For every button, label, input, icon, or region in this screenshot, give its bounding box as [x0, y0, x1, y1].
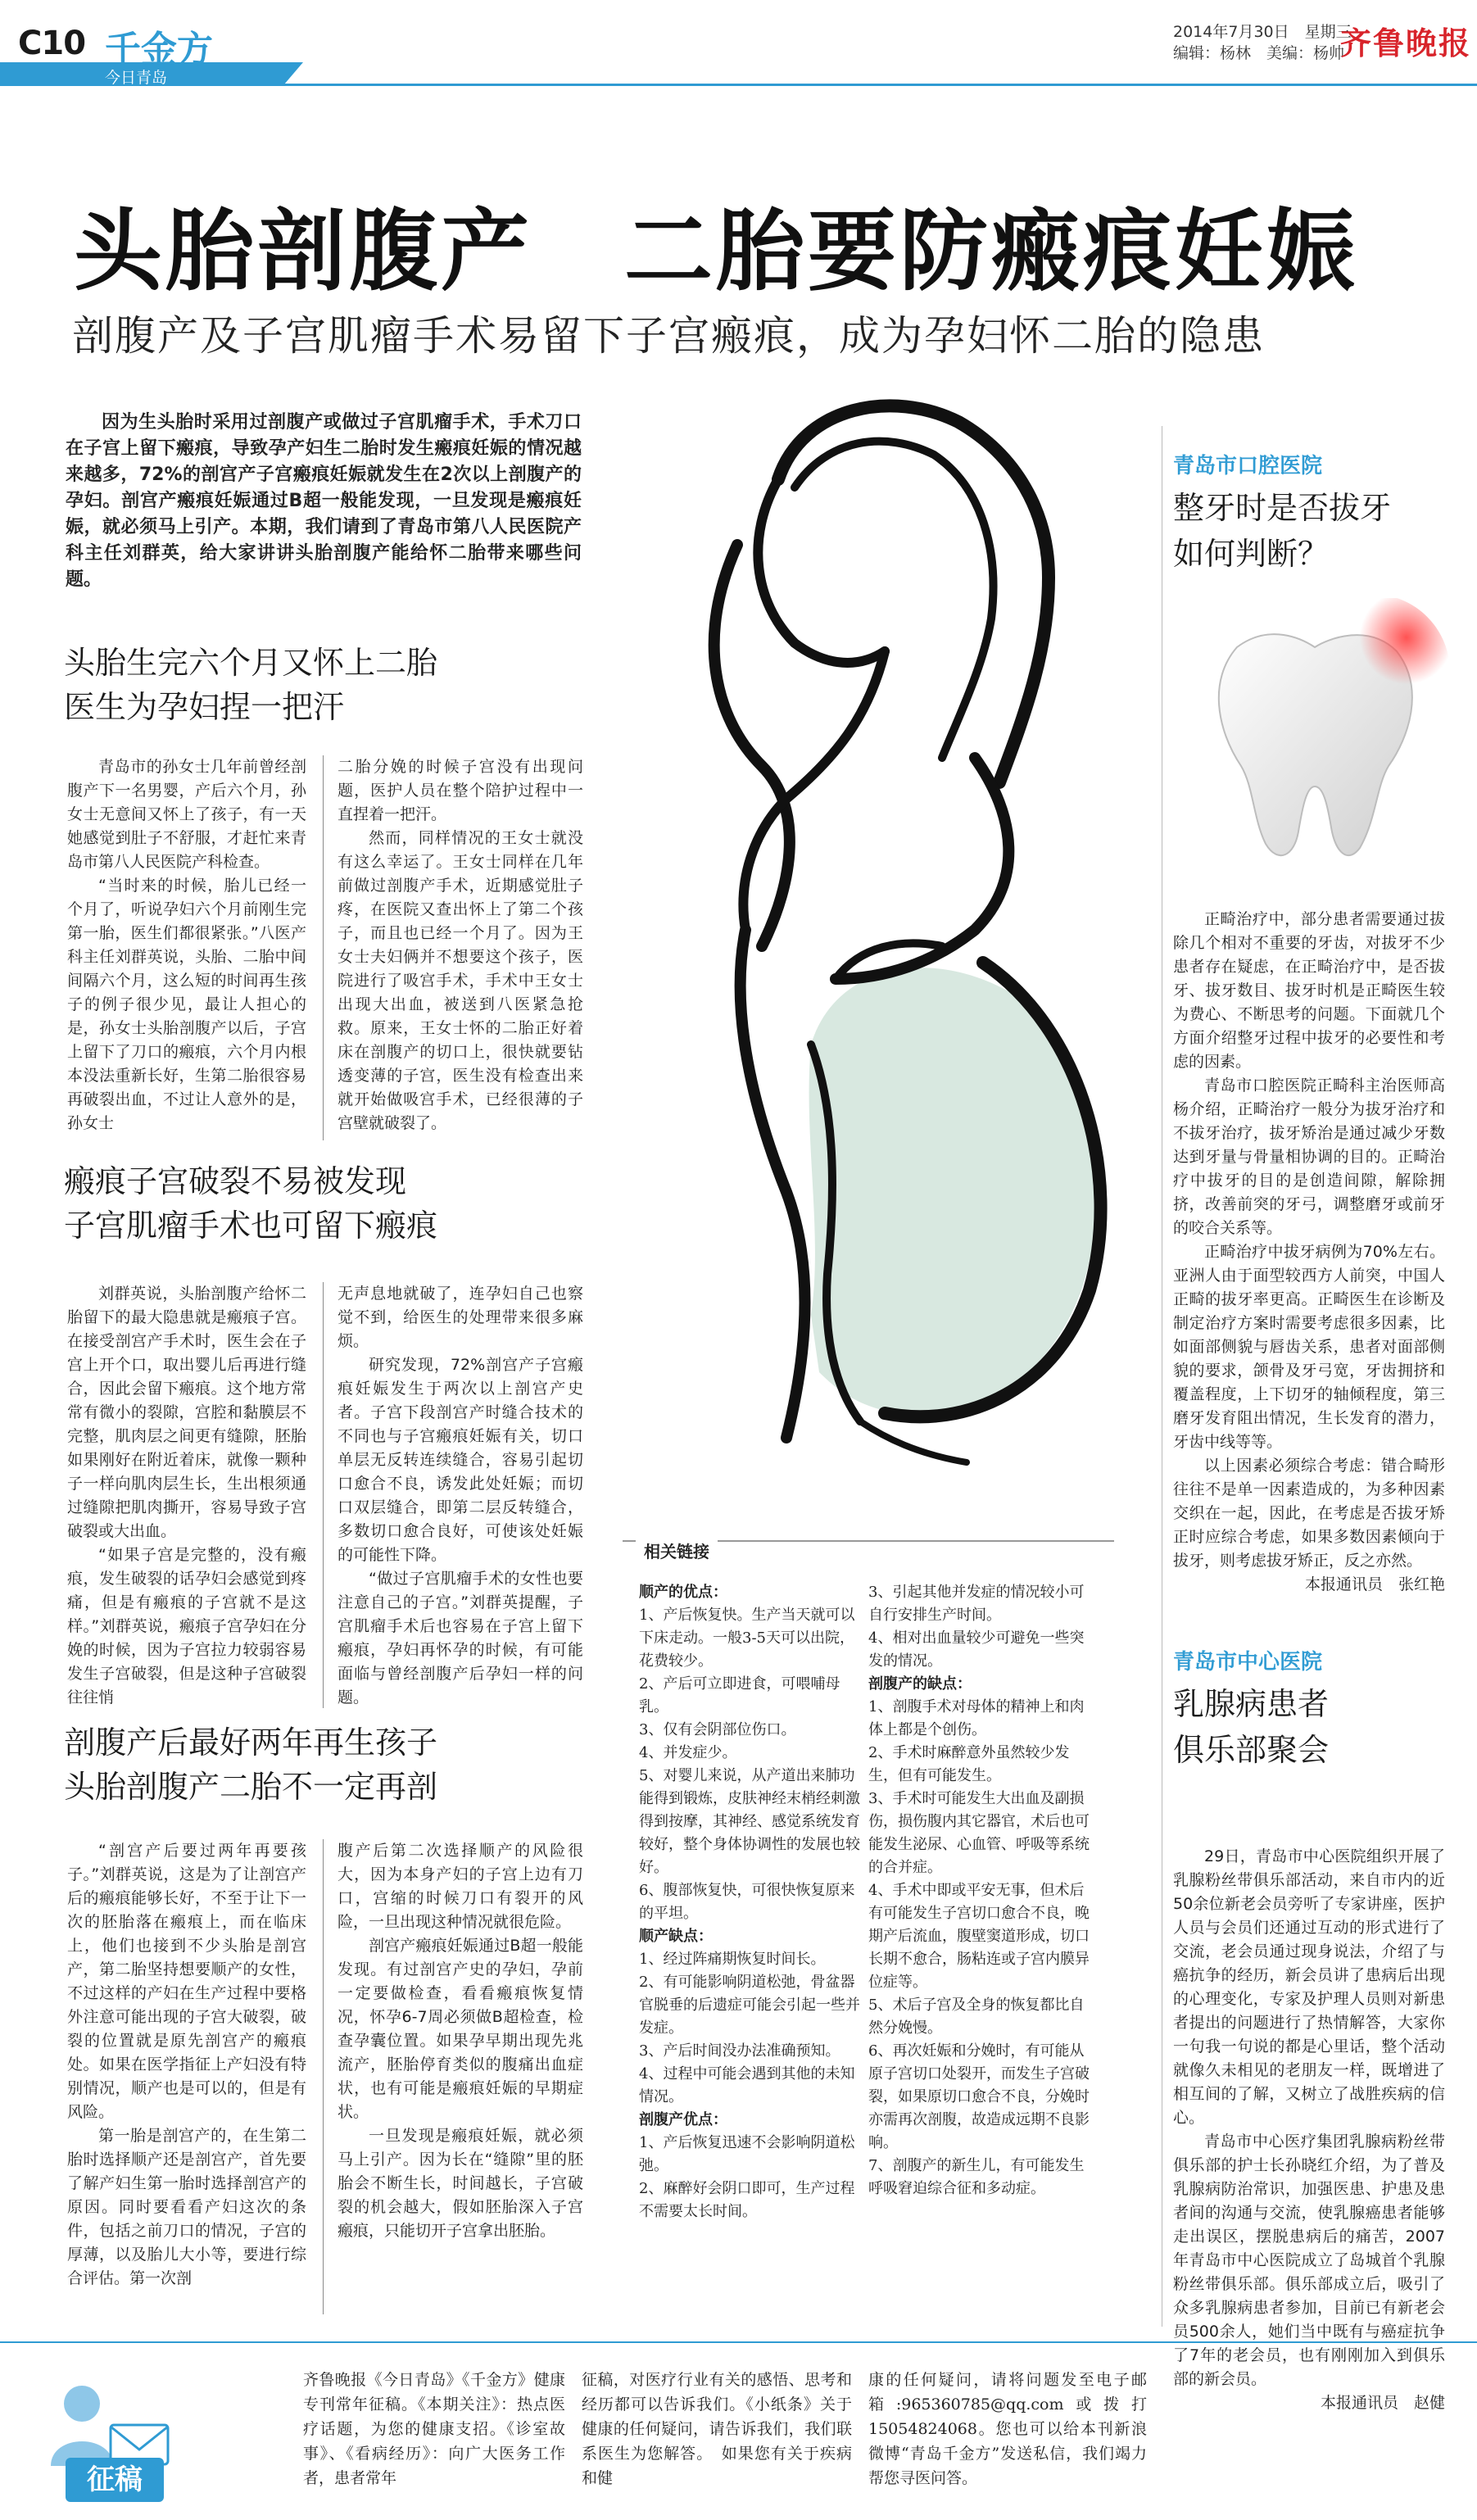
section1-title-line2: 医生为孕妇捏一把汗 [64, 689, 345, 725]
shoulder-line [743, 651, 885, 930]
related-subheading: 顺产的优点： [639, 1584, 727, 1601]
related-item: 2、有可能影响阴道松弛，骨盆器官脱垂的后遗症可能会引起一些并发症。 [639, 1974, 860, 2037]
related-item: 7、剖腹产的新生儿，有可能发生呼吸窘迫综合征和多动症。 [868, 2157, 1085, 2197]
right2-body [1173, 1845, 1445, 2415]
footer-col1: 齐鲁晚报《今日青岛》《千金方》健康专刊常年征稿。《本期关注》：热点医疗话题，为您的健康支招。《诊室故事》、《看病经历》：向广大医务工作者，患者常年 [303, 2371, 565, 2487]
related-item: 6、腹部恢复快，可很快恢复原来的平坦。 [639, 1882, 855, 1922]
paragraph: 正畸治疗中拔牙病例为70%左右。亚洲人由于面型较西方人前突，中国人正畸的拔牙率更高。正畸医生在诊断及制定治疗方案时需要考虑很多因素，比如面部侧貌与唇齿关系，患者对面部侧貌的要求，颌骨及牙弓宽，牙齿拥挤和覆盖程度，上下切牙的轴倾程度，第三磨牙发育阻出情况，生长发育的潜力，牙齿中线等等。 [1173, 1243, 1445, 1451]
editors-credit: 编辑：杨林 美编：杨帅 [1173, 44, 1345, 62]
subsection-title: 今日青岛 [105, 69, 168, 87]
related-item: 2、产后可立即进食，可喂哺母乳。 [639, 1675, 840, 1716]
section2-heading [64, 1159, 588, 1248]
section1-col2 [338, 755, 583, 1135]
page-number: C10 [18, 25, 86, 62]
paragraph: 第一胎是剖宫产的，在生第二胎时选择顺产还是剖宫产，首先要了解产妇生第一胎时选择剖宫产的原因。同时要看看产妇这次的条件，包括之前刀口的情况，子宫的厚薄，以及胎儿大小等，要进行综合评估。第一次剖 [67, 2127, 306, 2287]
paragraph: 29日，青岛市中心医院组织开展了乳腺粉丝带俱乐部活动，来自市内的近50余位新老会员旁听了专家讲座，医护人员与会员们还通过互动的形式进行了交流，老会员通过现身说法，介绍了与癌抗争的经历，新会员讲了患病后出现的心理变化，专家及护理人员则对新患者提出的问题进行了热情解答，大家你一句我一句说的都是心里话，整个活动就像久未相见的老朋友一样，既增进了相互间的了解，又树立了战胜疾病的信心。 [1173, 1847, 1445, 2127]
related-col1 [639, 1581, 860, 2223]
newspaper-logo: 齐鲁晚报 [1340, 25, 1472, 61]
section3-col2 [338, 1839, 583, 2243]
related-item: 1、产后恢复迅速不会影响阴道松弛。 [639, 2134, 855, 2174]
face-outline [758, 479, 885, 663]
section-title: 千金方 [105, 29, 213, 70]
section1-title-line1: 头胎生完六个月又怀上二胎 [64, 645, 438, 681]
byline: 本报通讯员 张红艳 [1304, 1575, 1445, 1593]
right1-heading [1173, 485, 1391, 577]
right1-body [1173, 908, 1445, 1597]
column-divider [323, 1282, 324, 1708]
hair-back [714, 545, 790, 946]
paragraph: 青岛市的孙女士几年前曾经剖腹产下一名男婴，产后六个月，孙女士无意间又怀上了孩子，有一天她感觉到肚子不舒服，才赶忙来青岛市第八人民医院产科检查。 [67, 758, 306, 871]
header-rule [0, 84, 1477, 86]
paragraph: “做过子宫肌瘤手术的女性也要注意自己的子宫。”刘群英提醒，子宫肌瘤手术后也容易在子宫上留下瘢痕，孕妇再怀孕的时候，有可能面临与曾经剖腹产后孕妇一样的问题。 [338, 1570, 583, 1706]
paragraph: “如果子宫是完整的，没有瘢痕，发生破裂的话孕妇会感觉到疼痛，但是有瘢痕的子宫就不是这样。”刘群英说，瘢痕子宫孕妇在分娩的时候，因为子宫拉力较弱容易发生子宫破裂，但是这种子宫破裂往往悄 [67, 1546, 306, 1706]
related-links-title: 相关链接 [636, 1539, 718, 1562]
paragraph: “剖宫产后要过两年再要孩子。”刘群英说，这是为了让剖宫产后的瘢痕能够长好，不至于让下一次的胚胎落在瘢痕上，而在临床上，他们也接到不少头胎是剖宫产，第二胎坚持想要顺产的女性，不过这样的产妇在生产过程中要格外注意可能出现的子宫大破裂，破裂的位置就是原先剖宫产的瘢痕处。如果在医学指征上产妇没有特别情况，顺产也是可以的，但是有风险。 [67, 1842, 306, 2121]
footer-col2: 征稿，对医疗行业有关的感悟、思考和经历都可以告诉我们。《小纸条》关于健康的任何疑问，请告诉我们，我们联系医生为您解答。 如果您有关于疾病和健 [582, 2371, 852, 2487]
related-item: 3、仅有会阴部位伤口。 [639, 1721, 796, 1738]
right1-hospital: 青岛市口腔医院 [1173, 454, 1323, 478]
section3-title-line2: 头胎剖腹产二胎不一定再剖 [64, 1769, 438, 1805]
hem-line [860, 1421, 967, 1462]
paragraph: “当时来的时候，胎儿已经一个月了，听说孕妇六个月前刚生完第一胎，医生们都很紧张。”八医产科主任刘群英说，头胎、二胎中间间隔六个月，这么短的时间再生孩子的例子很少见，最让人担心的是，孙女士头胎剖腹产以后，子宫上留下了刀口的瘢痕，六个月内根本没法重新长好，生第二胎很容易再破裂出血，不过让人意外的是，孙女士 [67, 877, 306, 1132]
pregnant-woman-illustration [590, 373, 1147, 1487]
related-item: 3、手术时可能发生大出血及副损伤，损伤腹内其它器官，术后也可能发生泌尿、心血管、呼吸等系统的合并症。 [868, 1790, 1090, 1876]
paragraph: 然而，同样情况的王女士就没有这么幸运了。王女士同样在几年前做过剖腹产手术，近期感觉肚子疼，在医院又查出怀上了第二个孩子，而且也已经一个月了。因为王女士夫妇俩并不想要这个孩子，医院进行了吸宫手术，手术中王女士出现大出血，被送到八医紧急抢救。原来，王女士怀的二胎正好着床在剖腹产的切口上，很快就要钻透变薄的子宫，医生没有检查出来就开始做吸宫手术，已经很薄的子宫壁就破裂了。 [338, 829, 583, 1132]
back-line [741, 930, 805, 1438]
paragraph: 剖宫产瘢痕妊娠通过B超一般能发现。有过剖宫产史的孕妇，孕前一定要做检查，看看瘢痕恢复情况，怀孕6-7周必须做B超检查，检查孕囊位置。如果孕早期出现先兆流产，胚胎停育类似的腹痛出血症状，也有可能是瘢痕妊娠的早期症状。 [338, 1937, 583, 2121]
hair-inner [795, 442, 993, 758]
pain-spot [1294, 598, 1450, 750]
paragraph: 正畸治疗中，部分患者需要通过拔除几个相对不重要的牙齿，对拔牙不少患者存在疑虑，在正畸治疗中，是否拔牙、拔牙数目、拔牙时机是正畸医生较为费心、不断思考的问题。下面就几个方面介绍整牙过程中拔牙的必要性和考虑的因素。 [1173, 910, 1445, 1071]
related-item: 1、产后恢复快。生产当天就可以下床走动。一般3-5天可以出院，花费较少。 [639, 1607, 855, 1670]
column-divider [323, 755, 324, 1140]
section2-col2 [338, 1282, 583, 1710]
related-item: 4、手术中即或平安无事，但术后有可能发生子宫切口愈合不良，晚期产后流血，腹壁窦道形成，切口长期不愈合，肠粘连或子宫内膜异位症等。 [868, 1882, 1090, 1991]
page-subheadline: 剖腹产及子宫肌瘤手术易留下子宫瘢痕，成为孕妇怀二胎的隐患 [72, 312, 1265, 360]
right2-heading [1173, 1681, 1329, 1773]
issue-date: 2014年7月30日 星期三 [1173, 23, 1352, 41]
related-item: 5、对婴儿来说，从产道出来肺功能得到锻炼，皮肤神经末梢经刺激得到按摩，其神经、感觉系统发育较好，整个身体协调性的发展也较好。 [639, 1767, 860, 1876]
related-col2 [868, 1581, 1090, 2200]
related-subheading: 顺产缺点： [639, 1928, 713, 1945]
paragraph: 刘群英说，头胎剖腹产给怀二胎留下的最大隐患就是瘢痕子宫。在接受剖宫产手术时，医生会在子宫上开个口，取出婴儿后再进行缝合，因此会留下瘢痕。这个地方常常有微小的裂隙，宫腔和黏膜层不完整，肌肉层之间更有缝隙，胚胎如果刚好在附近着床，就像一颗种子一样向肌肉层生长，生出根须通过缝隙把肌肉撕开，容易导致子宫破裂或大出血。 [67, 1285, 306, 1540]
right2-title-line2: 俱乐部聚会 [1173, 1732, 1330, 1768]
section2-col1 [67, 1282, 306, 1710]
related-item: 3、产后时间没办法准确预知。 [639, 2042, 840, 2060]
paragraph: 以上因素必须综合考虑：错合畸形往往不是单一因素造成的，为多种因素交织在一起，因此，在考虑是否拔牙矫正时应综合考虑，如果多数因素倾向于拔牙，则考虑拔牙矫正，反之亦然。 [1173, 1457, 1445, 1570]
paragraph: 研究发现，72%剖宫产子宫瘢痕妊娠发生于两次以上剖宫产史者。子宫下段剖宫产时缝合技术的不同也与子宫瘢痕妊娠有关，切口单层无反转连续缝合，容易引起切口愈合不良，诱发此处妊娠；而切口双层缝合，即第二层反转缝合，多数切口愈合良好，可使该处妊娠的可能性下降。 [338, 1356, 583, 1564]
paragraph: 青岛市中心医疗集团乳腺病粉丝带俱乐部的护士长孙晓红介绍，为了普及乳腺病防治常识，加强医患、护患及患者间的沟通与交流，使乳腺癌患者能够走出误区，摆脱患病后的痛苦，2007年青岛市中心医院成立了岛城首个乳腺粉丝带俱乐部。俱乐部成立后，吸引了众多乳腺病患者参加，目前已有新老会员500余人，她们当中既有与癌症抗争了7年的老会员，也有刚刚加入到俱乐部的新会员。 [1173, 2132, 1445, 2388]
right1-title-line2: 如何判断？ [1173, 536, 1330, 572]
page-headline: 头胎剖腹产 二胎要防瘢痕妊娠 [74, 201, 1359, 303]
related-item: 2、手术时麻醉意外虽然较少发生，但有可能发生。 [868, 1744, 1070, 1784]
footer-rule [0, 2341, 1477, 2343]
call-for-submissions-badge: 征稿 [66, 2458, 164, 2502]
related-item: 4、相对出血量较少可避免一些突发的情况。 [868, 1629, 1085, 1670]
paragraph: 一旦发现是瘢痕妊娠，就必须马上引产。因为长在“缝隙”里的胚胎会不断生长，时间越长，子宫破裂的机会越大，假如胚胎深入子宫瘢痕，只能切开子宫拿出胚胎。 [338, 2127, 583, 2240]
related-item: 1、经过阵痛期恢复时间长。 [639, 1951, 826, 1968]
related-item: 5、术后子宫及全身的恢复都比自然分娩慢。 [868, 1997, 1085, 2037]
column-divider [323, 1839, 324, 2314]
related-subheading: 剖腹产的缺点： [868, 1675, 972, 1693]
section2-title-line1: 瘢痕子宫破裂不易被发现 [64, 1163, 407, 1199]
section3-col1 [67, 1839, 306, 2291]
paragraph: 青岛市口腔医院正畸科主治医师高杨介绍，正畸治疗一般分为拔牙治疗和不拔牙治疗，拔牙矫治是通过减少牙数达到牙量与骨量相协调的目的。正畸治疗中拔牙的目的是创造间隙，解除拥挤，改善前突的牙弓，调整磨牙或前牙的咬合关系等。 [1173, 1076, 1445, 1237]
right1-title-line1: 整牙时是否拔牙 [1173, 490, 1392, 526]
paragraph: 二胎分娩的时候子宫没有出现问题，医护人员在整个陪护过程中一直捏着一把汗。 [338, 758, 583, 823]
footer-col3: 康的任何疑问，请将问题发至电子邮箱:965360785@qq.com或拨打15054824068。您也可以给本刊新浪微博“青岛千金方”发送私信，我们竭力帮您寻医问答。 [868, 2371, 1147, 2487]
related-item: 4、过程中可能会遇到其他的未知情况。 [639, 2065, 855, 2105]
related-item: 2、麻醉好会阴口即可，生产过程不需要太长时间。 [639, 2180, 855, 2220]
right2-title-line1: 乳腺病患者 [1173, 1686, 1330, 1722]
paragraph: 腹产后第二次选择顺产的风险很大，因为本身产妇的子宫上边有刀口，宫缩的时候刀口有裂开的风险，一旦出现这种情况就很危险。 [338, 1842, 583, 1931]
section1-col1 [67, 755, 306, 1135]
section3-heading [64, 1720, 588, 1809]
paragraph: 无声息地就破了，连孕妇自己也察觉不到，给医生的处理带来很多麻烦。 [338, 1285, 583, 1350]
article-lead: 因为生头胎时采用过剖腹产或做过子宫肌瘤手术，手术刀口在子宫上留下瘢痕，导致孕产妇生二胎时发生瘢痕妊娠的情况越来越多，72%的剖宫产子宫瘢痕妊娠就发生在2次以上剖腹产的孕妇。剖宫产瘢痕妊娠通过B超一般能发现，一旦发现是瘢痕妊娠，就必须马上引产。本期，我们请到了青岛市第八人民医院产科主任刘群英，给大家讲讲头胎剖腹产能给怀二胎带来哪些问题。 [66, 412, 582, 590]
byline: 本报通讯员 赵健 [1320, 2394, 1445, 2412]
related-item: 4、并发症少。 [639, 1744, 737, 1761]
section3-title-line1: 剖腹产后最好两年再生孩子 [64, 1725, 438, 1761]
related-subheading: 剖腹产优点： [639, 2111, 727, 2128]
related-item: 6、再次妊娠和分娩时，有可能从原子宫切口处裂开，而发生子宫破裂，如果原切口愈合不良，分娩时亦需再次剖腹，故造成远期不良影响。 [868, 2042, 1090, 2151]
section1-heading [64, 641, 588, 729]
related-item: 1、剖腹手术对母体的精神上和肉体上都是个创伤。 [868, 1698, 1085, 1738]
section2-title-line2: 子宫肌瘤手术也可留下瘢痕 [64, 1208, 438, 1244]
right2-hospital: 青岛市中心医院 [1173, 1650, 1323, 1675]
related-item: 3、引起其他并发症的情况较小可自行安排生产时间。 [868, 1584, 1085, 1624]
tooth-illustration-icon [1180, 598, 1450, 868]
